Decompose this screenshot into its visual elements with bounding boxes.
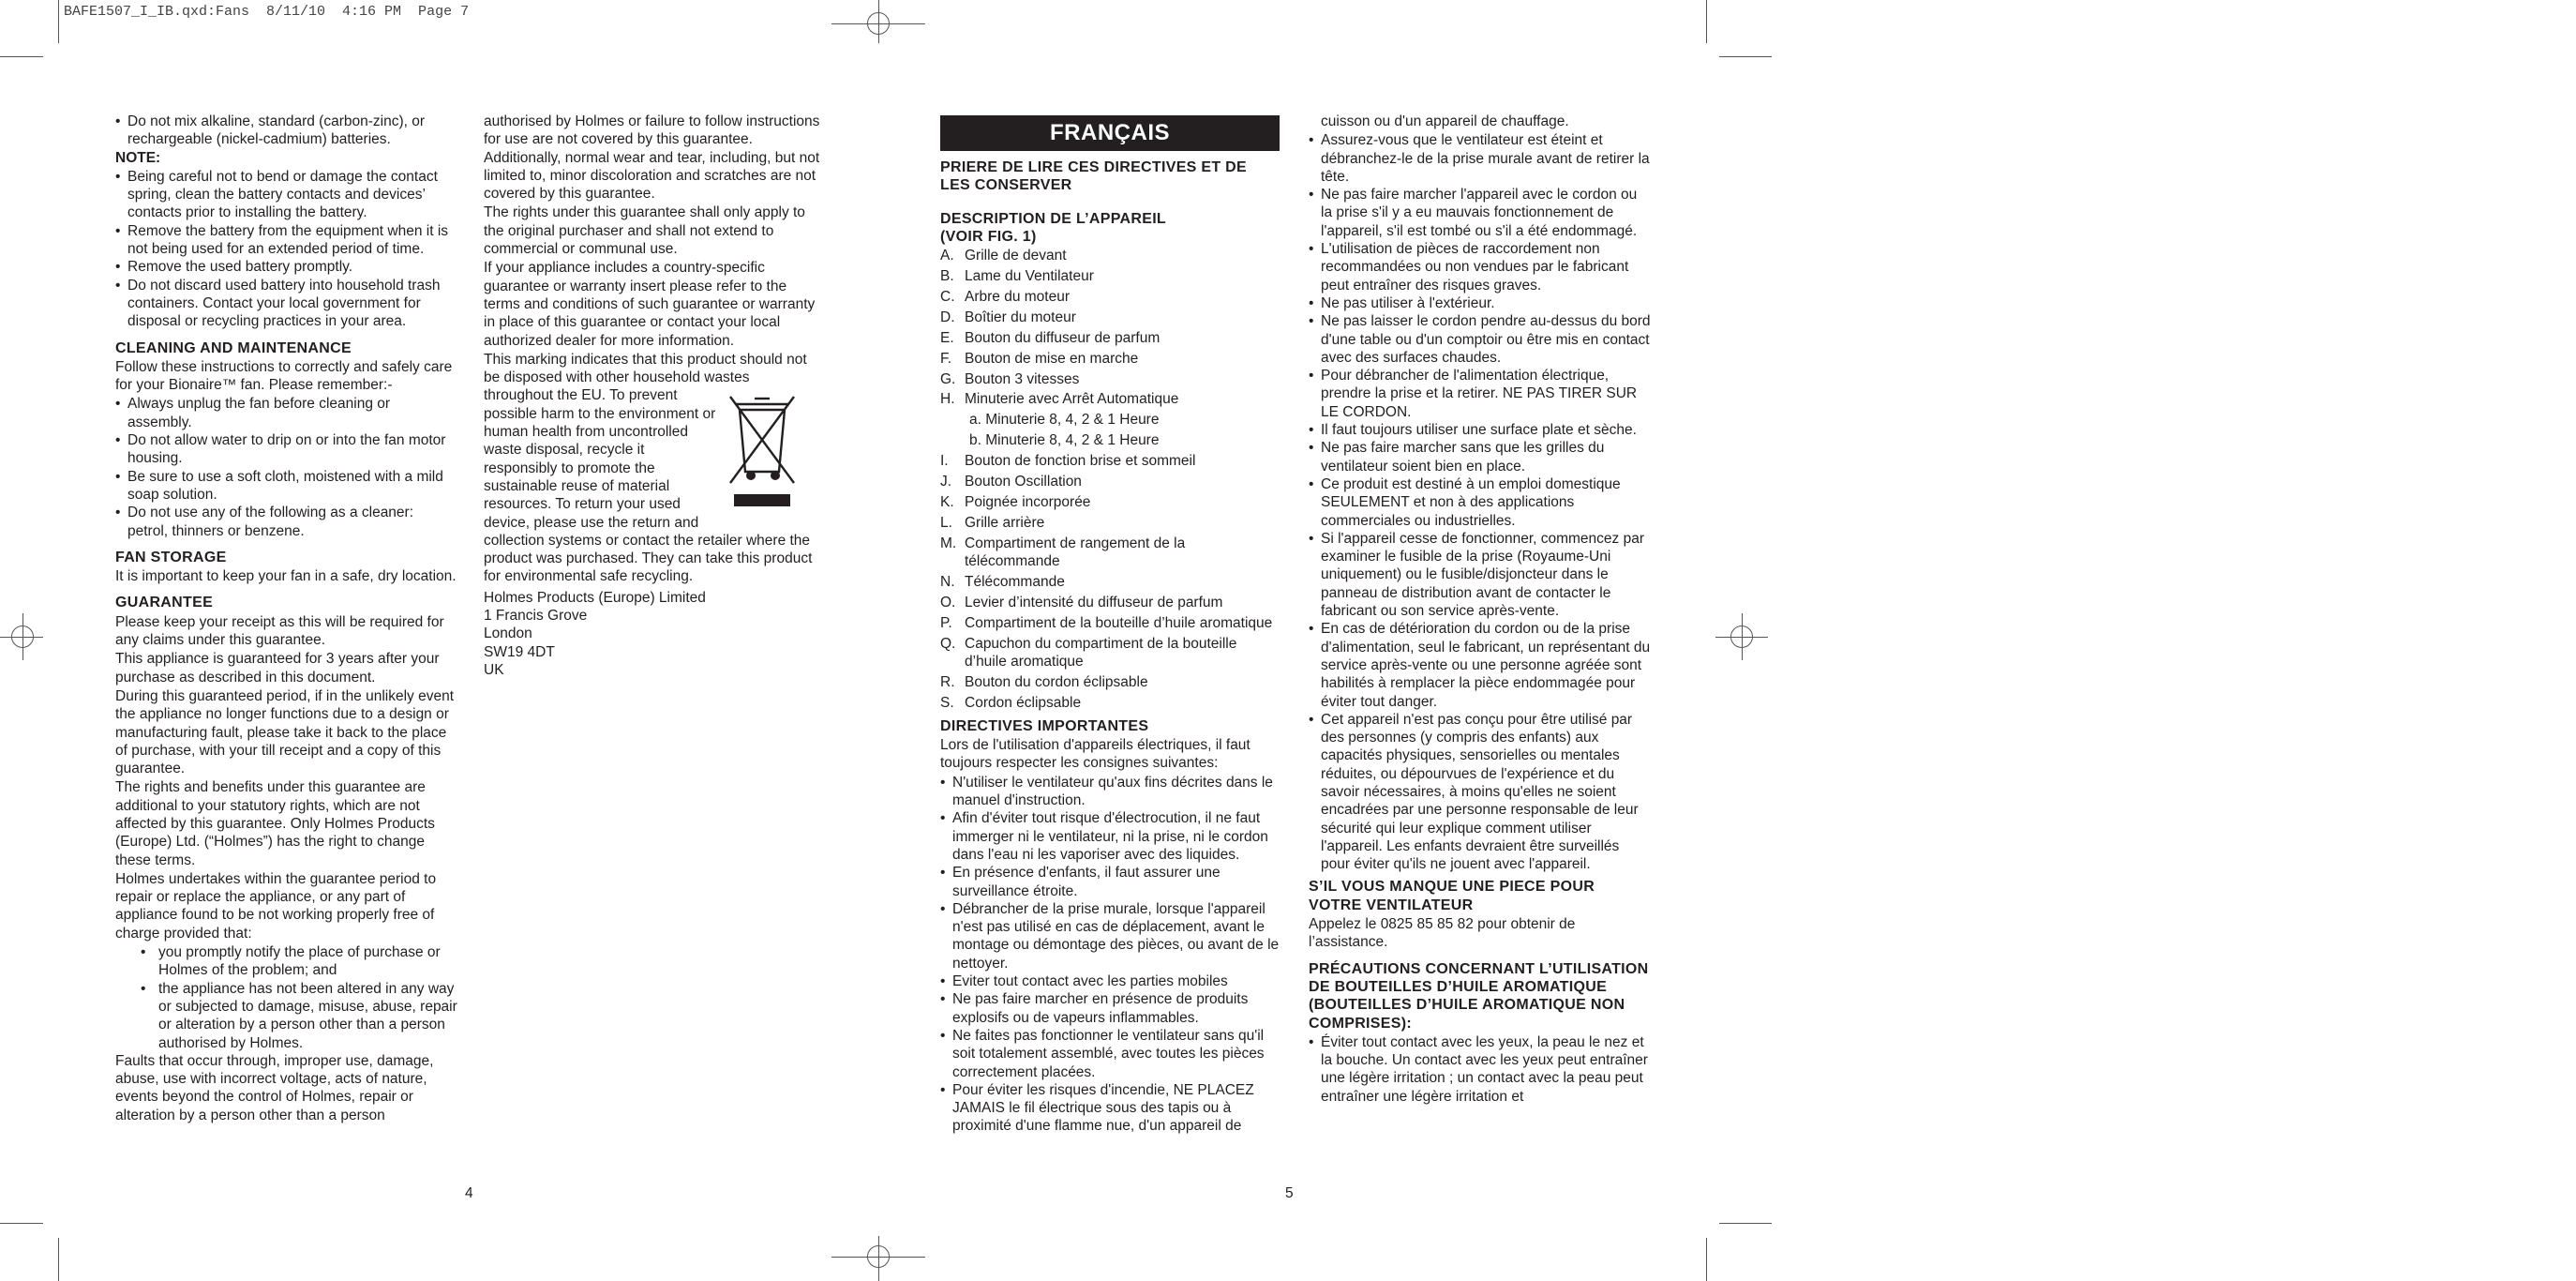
part-item: H. Minuterie avec Arrêt Automatique	[940, 391, 1179, 408]
registration-circle	[1730, 625, 1753, 648]
description-heading: DESCRIPTION DE L’APPAREIL (VOIR FIG. 1)	[940, 210, 1167, 245]
list-item: • N'utiliser le ventilateur qu'aux fins décrites dans le manuel d'instruction.	[940, 774, 1280, 810]
part-item: B. Lame du Ventilateur	[940, 268, 1094, 285]
storage-text: It is important to keep your fan in a safe, dry location.	[115, 568, 457, 585]
part-item: L. Grille arrière	[940, 514, 1045, 531]
list-item: • Si l'appareil cesse de fonctionner, commencez par examiner le fusible de la prise (Royaume-Uni uniquement) ou le fusible/disjoncteur dans le panneau de distribution avant de contacter le fabricant ou son service après-vente.	[1309, 530, 1651, 620]
list-item: • Do not allow water to drip on or into the fan motor housing.	[115, 431, 457, 468]
address-line: 1 Francis Grove	[484, 608, 588, 625]
part-item: K. Poignée incorporée	[940, 493, 1091, 510]
registration-circle	[11, 625, 34, 648]
part-item: R. Bouton du cordon éclipsable	[940, 673, 1148, 690]
weee-line: for environmental safe recycling.	[484, 568, 694, 585]
list-item: • Remove the used battery promptly.	[115, 258, 457, 276]
weee-line: human health from uncontrolled	[484, 424, 688, 441]
list-item: • the appliance has not been altered in any way or subjected to damage, misuse, abuse, repair or alteration by a person other than a person authorised by Holmes.	[115, 980, 457, 1052]
safety-list	[1309, 131, 1651, 873]
list-item: • Do not use any of the following as a cleaner: petrol, thinners or benzene.	[115, 504, 457, 540]
list-item: • Do not discard used battery into household trash containers. Contact your local government for disposal or recycling practices in your area.	[115, 277, 457, 331]
address	[484, 589, 826, 679]
column-1	[115, 113, 457, 1125]
read-directives-heading: PRIERE DE LIRE CES DIRECTIVES ET DE LES CONSERVER	[940, 159, 1247, 194]
paragraph: If your appliance includes a country-specific guarantee or warranty insert please refer to the terms and conditions of such guarantee or warranty in place of this guarantee or contact your local authorized dealer for more information.	[484, 260, 816, 349]
list-item: • Il faut toujours utiliser une surface plate et sèche.	[1309, 421, 1651, 439]
list-item: • Ne pas faire marcher sans que les grilles du ventilateur soient bien en place.	[1309, 439, 1651, 475]
part-item: I. Bouton de fonction brise et sommeil	[940, 453, 1196, 470]
list-item: • Ne faites pas fonctionner le ventilateur sans qu'il soit totalement assemblé, avec toutes les pièces correctement placées.	[940, 1027, 1280, 1081]
weee-line: device, please use the return and	[484, 514, 699, 531]
address-line: SW19 4DT	[484, 643, 555, 660]
weee-line: sustainable reuse of material	[484, 477, 670, 494]
list-item: • Do not mix alkaline, standard (carbon-zinc), or rechargeable (nickel-cadmium) batteries.	[115, 113, 457, 149]
list-item: • Assurez-vous que le ventilateur est éteint et débranchez-le de la prise murale avant de retirer la tête.	[1309, 131, 1651, 186]
crop-mark	[1719, 1223, 1772, 1224]
cleaning-intro: Follow these instructions to correctly and safely care for your Bionaire™ fan. Please remember:-	[115, 358, 453, 394]
weee-line: collection systems or contact the retailer where the	[484, 532, 811, 549]
directives-intro: Lors de l'utilisation d'appareils électriques, il faut toujours respecter les consignes suivantes:	[940, 737, 1251, 772]
registration-circle	[867, 12, 890, 35]
language-banner: FRANÇAIS	[940, 115, 1280, 151]
list-item: • Éviter tout contact avec les yeux, la peau le nez et la bouche. Un contact avec les yeux peut entraîner une légère irritation ; un contact avec la peau peut entraîner une légère irritation et	[1309, 1033, 1651, 1106]
battery-list-b	[115, 168, 457, 331]
page-number-right: 5	[1285, 1185, 1294, 1201]
registration-circle	[867, 1245, 890, 1268]
cleaning-heading: CLEANING AND MAINTENANCE	[115, 339, 352, 356]
storage-heading: FAN STORAGE	[115, 549, 227, 565]
crop-mark	[58, 0, 59, 43]
crop-mark	[58, 1238, 59, 1281]
weee-bin-icon	[728, 393, 796, 509]
weee-line: throughout the EU. To prevent	[484, 387, 678, 404]
directives-heading: DIRECTIVES IMPORTANTES	[940, 717, 1149, 734]
list-item: • Ne pas utiliser à l'extérieur.	[1309, 294, 1651, 312]
page-number-left: 4	[465, 1185, 473, 1201]
part-item: E. Bouton du diffuseur de parfum	[940, 329, 1161, 346]
guarantee-paragraph: Please keep your receipt as this will be required for any claims under this guarantee.	[115, 613, 444, 649]
list-item: • Afin d'éviter tout risque d'électrocution, il ne faut immerger ni le ventilateur, ni la prise, ni le cordon dans l'eau ni les vaporiser avec des liquides.	[940, 809, 1280, 864]
part-item: F. Bouton de mise en marche	[940, 350, 1139, 367]
precautions-heading: PRÉCAUTIONS CONCERNANT L’UTILISATION DE BOUTEILLES D’HUILE AROMATIQUE (BOUTEILLES D’HUILE AROMATIQUE NON COMPRISES):	[1309, 960, 1649, 1032]
list-item: • Ce produit est destiné à un emploi domestique SEULEMENT et non à des applications commerciales ou industrielles.	[1309, 475, 1651, 530]
part-item: A. Grille de devant	[940, 248, 1067, 264]
list-item: • Remove the battery from the equipment when it is not being used for an extended period of time.	[115, 222, 457, 259]
part-item: b. Minuterie 8, 4, 2 & 1 Heure	[969, 432, 1160, 449]
list-item: • Ne pas laisser le cordon pendre au-dessus du bord d'une table ou d'un comptoir ou être mis en contact avec des surfaces chaudes.	[1309, 312, 1651, 367]
list-item: • Be sure to use a soft cloth, moistened with a mild soap solution.	[115, 468, 457, 505]
crop-mark	[0, 56, 43, 57]
note-label: NOTE:	[115, 149, 161, 166]
guarantee-conditions	[115, 943, 457, 1052]
part-item: Q. Capuchon du compartiment de la bouteille d’huile aromatique	[940, 635, 1237, 670]
weee-line: This marking indicates that this product should not	[484, 351, 807, 368]
part-item: D. Boîtier du moteur	[940, 309, 1076, 325]
guarantee-paragraph: This appliance is guaranteed for 3 years after your purchase as described in this document.	[115, 651, 440, 686]
list-item: • Pour débrancher de l'alimentation électrique, prendre la prise et la retirer. NE PAS TIRER SUR LE CORDON.	[1309, 367, 1651, 421]
weee-line: waste disposal, recycle it	[484, 442, 645, 459]
weee-line: responsibly to promote the	[484, 460, 655, 476]
missing-part-heading: S’IL VOUS MANQUE UNE PIECE POUR VOTRE VENTILATEUR	[1309, 879, 1595, 913]
list-item: • En présence d'enfants, il faut assurer une surveillance étroite.	[940, 864, 1280, 900]
list-item: • Always unplug the fan before cleaning or assembly.	[115, 395, 457, 431]
list-item: • you promptly notify the place of purchase or Holmes of the problem; and	[115, 943, 457, 980]
cleaning-list	[115, 395, 457, 539]
weee-line: be disposed with other household wastes	[484, 369, 750, 386]
part-item: P. Compartiment de la bouteille d’huile aromatique	[940, 614, 1273, 631]
part-item: S. Cordon éclipsable	[940, 694, 1082, 711]
guarantee-paragraph: During this guaranteed period, if in the unlikely event the appliance no longer functions due to a design or manufacturing fault, please take it back to the place of purchase, with your till receipt and a copy of this guarantee.	[115, 687, 455, 777]
battery-list-a	[115, 113, 457, 149]
weee-line: possible harm to the environment or	[484, 405, 716, 422]
list-item: • En cas de détérioration du cordon ou de la prise d'alimentation, seul le fabricant, un représentant du service après-vente ou une personne agréée sont habilités à remplacer la pièce endommagée pour éviter tout danger.	[1309, 620, 1651, 710]
crop-mark	[0, 1223, 43, 1224]
part-item: a. Minuterie 8, 4, 2 & 1 Heure	[969, 412, 1160, 429]
crop-mark	[1719, 56, 1772, 57]
part-item: O. Levier d’intensité du diffuseur de parfum	[940, 594, 1223, 610]
weee-line: product was purchased. They can take this product	[484, 550, 813, 567]
precautions-list	[1309, 1033, 1651, 1106]
part-item: G. Bouton 3 vitesses	[940, 370, 1080, 387]
column-4	[1309, 113, 1651, 1106]
weee-line: resources. To return your used	[484, 496, 681, 513]
list-item: • Pour éviter les risques d'incendie, NE PLACEZ JAMAIS le fil électrique sous des tapis ou à proximité d'une flamme nue, d'un appareil de	[940, 1081, 1280, 1136]
paragraph: authorised by Holmes or failure to follow instructions for use are not covered by this guarantee. Additionally, normal wear and tear, including, but not limited to, minor discoloration and scratches are not covered by this guarantee.	[484, 113, 820, 203]
part-item: J. Bouton Oscillation	[940, 473, 1082, 490]
crop-mark	[1706, 1238, 1707, 1281]
list-item: • Being careful not to bend or damage the contact spring, clean the battery contacts and devices’ contacts prior to installing the battery.	[115, 168, 457, 222]
list-item: • Débrancher de la prise murale, lorsque l'appareil n'est pas utilisé en cas de déplacement, avant le montage ou démontage des pièces, ou avant de le nettoyer.	[940, 900, 1280, 972]
paragraph: The rights under this guarantee shall only apply to the original purchaser and shall not extend to commercial or communal use.	[484, 204, 805, 258]
print-slug: BAFE1507_I_IB.qxd:Fans 8/11/10 4:16 PM Page 7	[64, 4, 470, 20]
address-line: Holmes Products (Europe) Limited	[484, 589, 706, 606]
parts-list	[940, 247, 1280, 712]
guarantee-faults: Faults that occur through, improper use, damage, abuse, use with incorrect voltage, acts of nature, events beyond the control of Holmes, repair or alteration by a person other than a person	[115, 1052, 434, 1123]
list-item: • Cet appareil n'est pas conçu pour être utilisé par des personnes (y compris des enfants) aux capacités physiques, sensorielles ou mentales réduites, ou dépourvues de l'expérience et du savoir nécessaires, à moins qu'elles ne soient encadrées par une personne responsable de leur sécurité qui leur explique comment utiliser l'appareil. Les enfants devraient être surveillés pour éviter qu'ils ne jouent avec l'appareil.	[1309, 711, 1651, 874]
address-line: London	[484, 625, 532, 642]
list-item: • Eviter tout contact avec les parties mobiles	[940, 972, 1280, 990]
list-item: • Ne pas faire marcher en présence de produits explosifs ou de vapeurs inflammables.	[940, 990, 1280, 1027]
address-line: UK	[484, 661, 504, 678]
part-item: C. Arbre du moteur	[940, 288, 1070, 305]
guarantee-paragraph: Holmes undertakes within the guarantee period to repair or replace the appliance, or any part of appliance found to be not working properly free of charge provided that:	[115, 870, 437, 942]
guarantee-paragraph: The rights and benefits under this guarantee are additional to your statutory rights, which are not affected by this guarantee. Only Holmes Products (Europe) Ltd. (“Holmes”) has the right to change these terms.	[115, 779, 435, 868]
list-item: • Ne pas faire marcher l'appareil avec le cordon ou la prise s'il y a eu mauvais fonctionnement de l'appareil, s'il est tombé ou s'il a été endommagé.	[1309, 186, 1651, 240]
part-item: N. Télécommande	[940, 573, 1065, 590]
directives-list	[940, 774, 1280, 1136]
guarantee-heading: GUARANTEE	[115, 595, 214, 611]
crop-mark	[1706, 0, 1707, 43]
part-item: M. Compartiment de rangement de la télécommande	[940, 535, 1186, 569]
list-item: • L'utilisation de pièces de raccordement non recommandées ou non vendues par le fabricant peut entraîner des risques graves.	[1309, 240, 1651, 294]
continuation-text: cuisson ou d'un appareil de chauffage.	[1321, 113, 1569, 129]
column-3	[940, 115, 1280, 1136]
missing-part-text: Appelez le 0825 85 85 82 pour obtenir de l’assistance.	[1309, 916, 1576, 951]
